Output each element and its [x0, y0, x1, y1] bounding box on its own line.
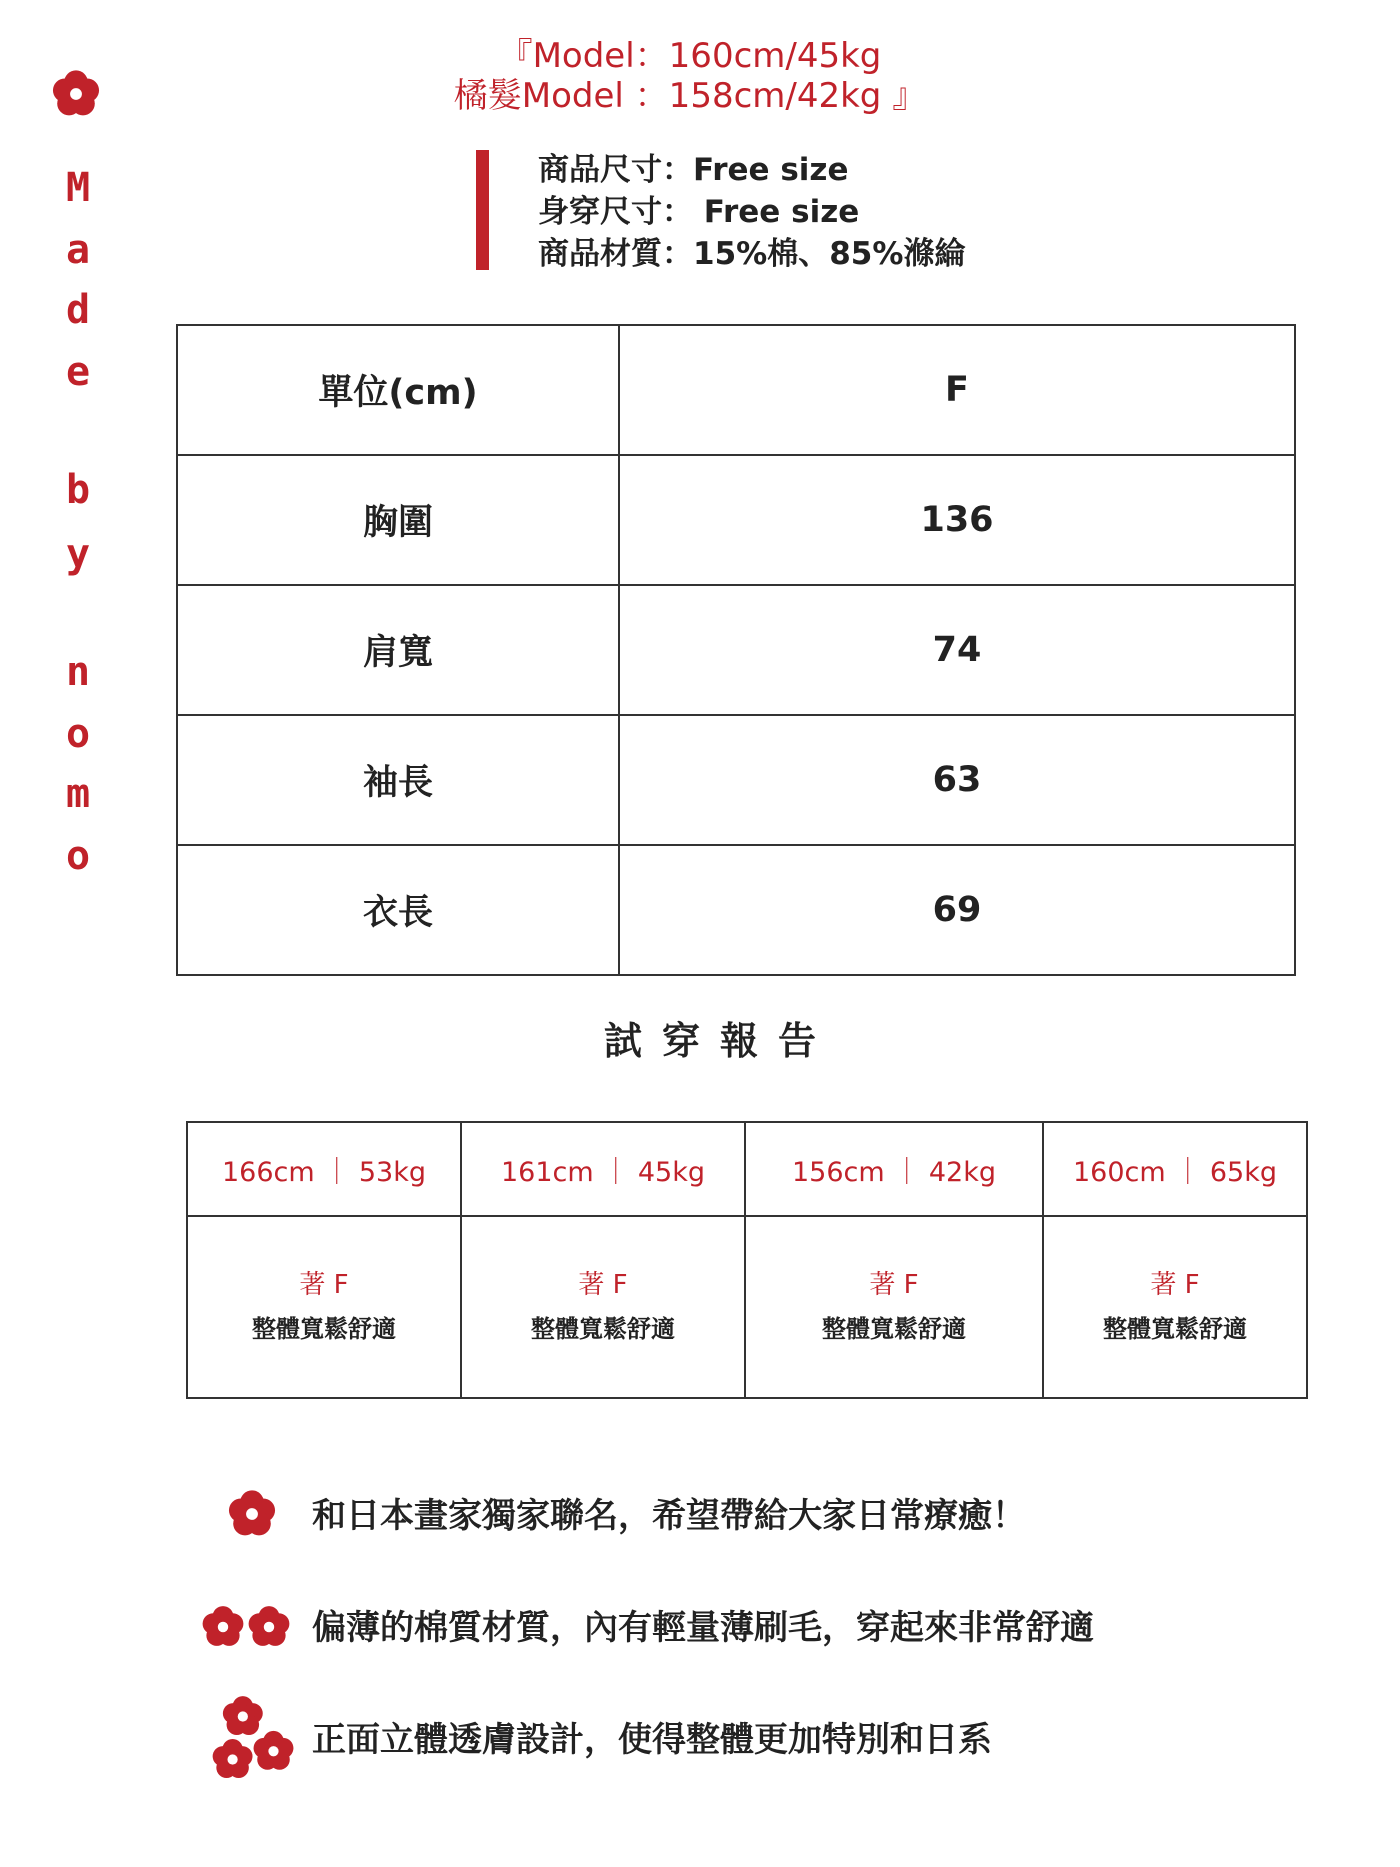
tester-stats: 160cm ｜ 65kg [1043, 1122, 1307, 1216]
size-header: F [619, 325, 1295, 455]
model-info-line: 『Model：160cm/45kg [498, 36, 882, 76]
tester-stats-row [187, 1122, 1307, 1216]
worn-size: 著 F [1150, 1270, 1200, 1300]
fit-comment: 整體寬鬆舒適 [252, 1315, 396, 1343]
tester-result [187, 1216, 461, 1398]
fit-comment: 整體寬鬆舒適 [822, 1315, 966, 1343]
brand-letter: o [65, 833, 91, 879]
tester-result [461, 1216, 745, 1398]
feature-text: 和日本畫家獨家聯名，希望帶給大家日常療癒！ [312, 1496, 1026, 1536]
tester-stats: 156cm ｜ 42kg [745, 1122, 1043, 1216]
table-row [177, 585, 1295, 715]
measure-label: 袖長 [177, 715, 619, 845]
brand-letter: M [65, 165, 91, 211]
brand-letter: y [65, 531, 91, 577]
worn-size: 著 F [869, 1270, 919, 1300]
brand-letter: n [65, 649, 91, 695]
feature-text: 正面立體透膚設計，使得整體更加特別和日系 [312, 1720, 992, 1760]
brand-letter: e [65, 349, 91, 395]
tester-stats: 161cm ｜ 45kg [461, 1122, 745, 1216]
worn-size: 著 F [578, 1270, 628, 1300]
fitting-report-title: 試穿報告 [603, 1019, 836, 1063]
size-table [176, 324, 1296, 976]
brand-letter: b [65, 467, 91, 513]
measure-value: 69 [619, 845, 1295, 975]
tester-stats: 166cm ｜ 53kg [187, 1122, 461, 1216]
measure-label: 胸圍 [177, 455, 619, 585]
worn-size: 著 F [299, 1270, 349, 1300]
measure-label: 衣長 [177, 845, 619, 975]
tester-result-row [187, 1216, 1307, 1398]
unit-header: 單位(cm) [177, 325, 619, 455]
fit-comment: 整體寬鬆舒適 [531, 1315, 675, 1343]
brand-letter: a [65, 227, 91, 273]
three-flowers-icon [206, 1694, 296, 1782]
flower-icon [226, 1488, 278, 1540]
brand-letter: d [65, 287, 91, 333]
tester-result [1043, 1216, 1307, 1398]
product-size-text: 商品尺寸：Free size [538, 152, 849, 188]
fit-comment: 整體寬鬆舒適 [1103, 1315, 1247, 1343]
size-table-header-row [177, 325, 1295, 455]
model-info-line-orange-hair: 橘髮Model ：158cm/42kg 』 [453, 76, 927, 116]
material-text: 商品材質：15%棉、85%滌綸 [538, 236, 966, 272]
tester-result [745, 1216, 1043, 1398]
measure-value: 136 [619, 455, 1295, 585]
brand-letter: o [65, 711, 91, 757]
worn-size-text: 身穿尺寸： Free size [538, 194, 860, 230]
feature-text: 偏薄的棉質材質，內有輕量薄刷毛，穿起來非常舒適 [312, 1608, 1094, 1648]
measure-value: 63 [619, 715, 1295, 845]
measure-value: 74 [619, 585, 1295, 715]
fitting-report-table [186, 1121, 1308, 1399]
table-row [177, 455, 1295, 585]
two-flowers-icon [200, 1604, 292, 1650]
brand-letter: m [65, 771, 91, 817]
spec-accent-bar [476, 150, 489, 270]
table-row [177, 715, 1295, 845]
measure-label: 肩寬 [177, 585, 619, 715]
brand-flower-icon [50, 68, 102, 120]
table-row [177, 845, 1295, 975]
